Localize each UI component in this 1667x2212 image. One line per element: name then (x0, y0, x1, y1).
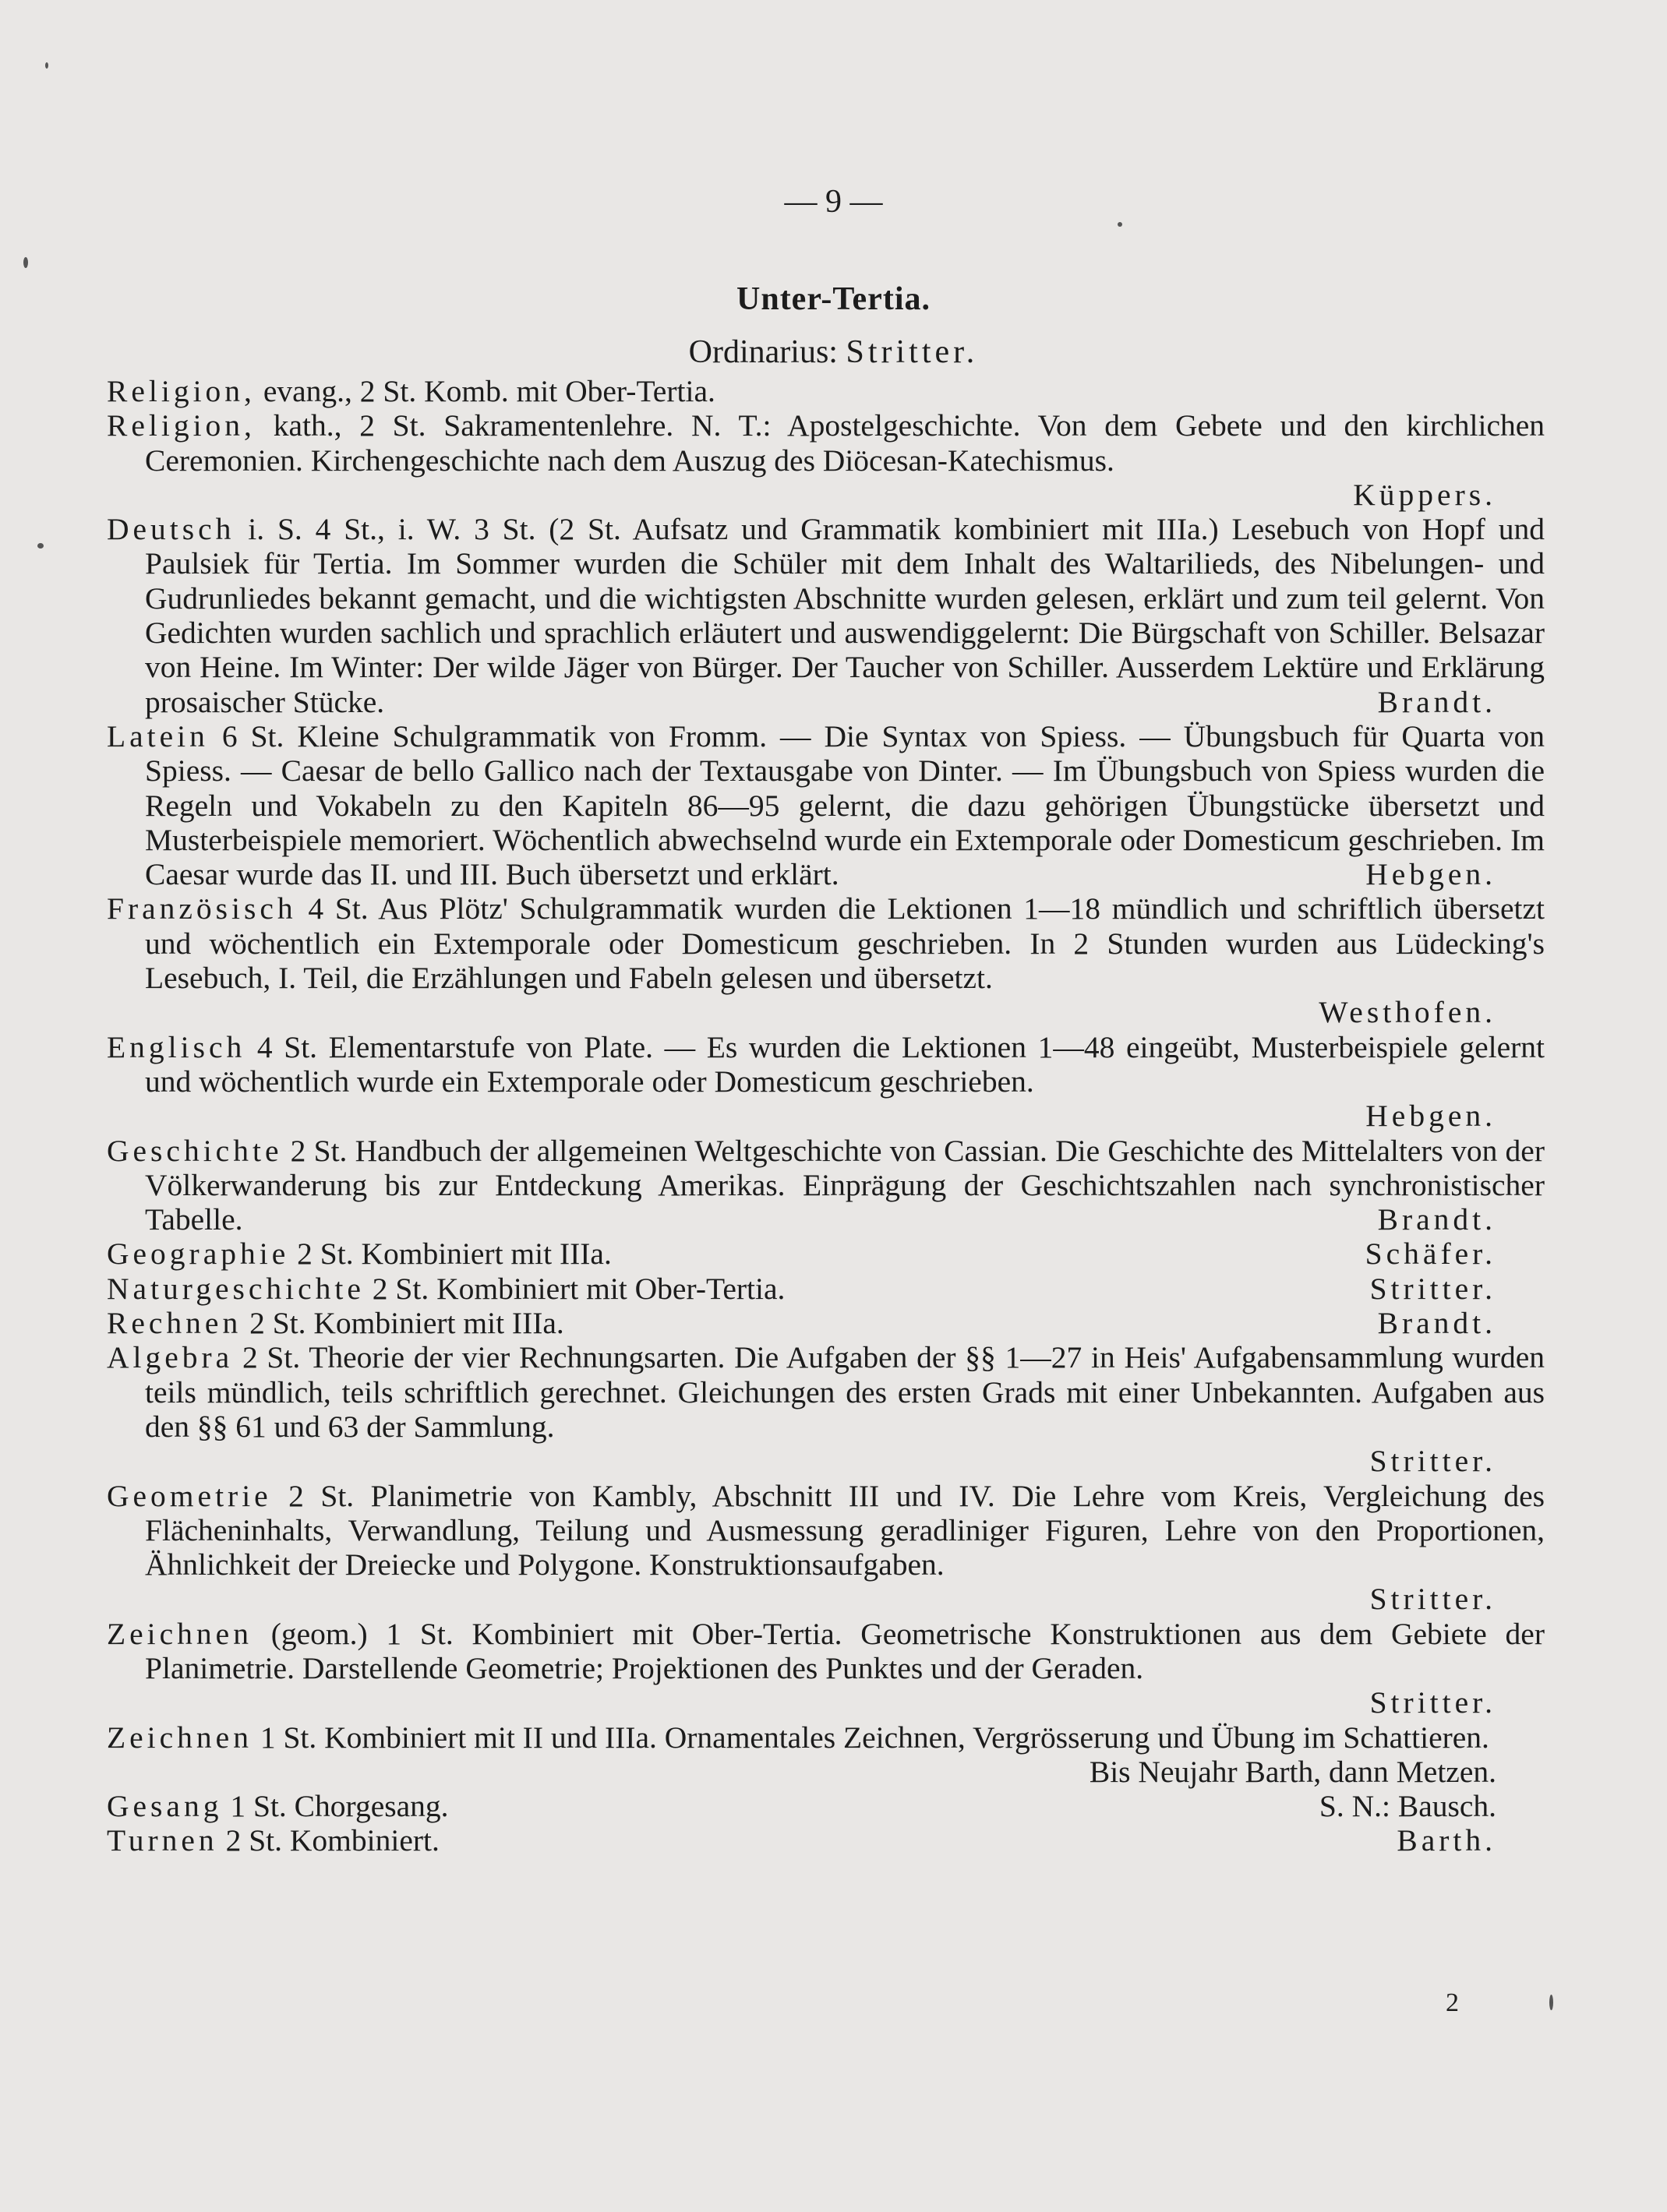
entry-religion-evang (107, 374, 1545, 408)
entry-geschichte (107, 1134, 1545, 1237)
subject-text: 2 St. Planimetrie von Kambly, Abschnitt III und IV. Die Lehre vom Kreis, Vergleichung des Flächeninhalts, Verwandlung, Teilung und Ausmessung geradliniger Figuren, Lehre von den Proportionen, Ähnlichkeit der Dreiecke und Polygone. Konstruktionsaufgaben. (145, 1478, 1545, 1582)
subject-name: Algebra (107, 1340, 234, 1375)
subject-name: Zeichnen (107, 1720, 253, 1755)
subject-text: 1 St. Kombiniert mit II und IIIa. Ornamentales Zeichnen, Vergrösserung und Übung im Schattieren. (260, 1720, 1489, 1755)
subject-text: 2 St. Kombiniert mit Ober-Tertia. (372, 1271, 786, 1306)
paper-speck (1549, 1995, 1553, 2010)
paper-speck (45, 62, 48, 69)
teacher-name: Hebgen. (1365, 857, 1496, 892)
subject-name: Geschichte (107, 1133, 283, 1168)
subject-name: Geographie (107, 1237, 290, 1272)
teacher-name: Stritter. (1369, 1685, 1496, 1720)
ordinarius-line (0, 333, 1667, 371)
teacher-name: Stritter. (1369, 1582, 1496, 1617)
signature-mark: 2 (1446, 1988, 1459, 2017)
subject-text: evang., 2 St. Komb. mit Ober-Tertia. (263, 374, 715, 408)
entry-deutsch (107, 512, 1545, 719)
subject-text: (geom.) 1 St. Kombiniert mit Ober-Tertia. Geometrische Konstruktionen aus dem Gebiete der Planimetrie. Darstellende Geometrie; Projektionen des Punktes und der Geraden. (145, 1616, 1545, 1685)
subject-text: 2 St. Kombiniert mit IIIa. (249, 1306, 564, 1341)
teacher-name: Hebgen. (1365, 1099, 1496, 1134)
subject-name: Englisch (107, 1029, 246, 1064)
subject-text: 2 St. Handbuch der allgemeinen Weltgeschichte von Cassian. Die Geschichte des Mittelalters von der Völkerwanderung bis zur Entdeckung Amerikas. Einprägung der Geschichtszahlen nach synchronistischer Tabelle. (145, 1133, 1545, 1237)
teacher-name: Brandt. (1377, 1306, 1496, 1341)
teacher-name: Küppers. (1353, 477, 1496, 512)
entry-gesang (107, 1789, 1545, 1823)
subject-name: Gesang (107, 1789, 223, 1824)
entry-geometrie (107, 1479, 1545, 1582)
entry-zeichnen (107, 1720, 1545, 1790)
ordinarius-name: Stritter. (846, 334, 979, 370)
ordinarius-label: Ordinarius: (688, 334, 838, 370)
teacher-name: Barth. (1397, 1823, 1496, 1858)
paper-speck (37, 543, 44, 549)
entry-religion-kath (107, 408, 1545, 478)
subject-text: kath., 2 St. Sakramentenlehre. N. T.: Apostelgeschichte. Von dem Gebete und den kirchlichen Ceremonien. Kirchengeschichte nach dem Auszug des Diöcesan-Katechismus. (145, 408, 1545, 478)
subject-name: Rechnen (107, 1306, 242, 1341)
subject-text: 2 St. Kombiniert mit IIIa. (297, 1237, 612, 1272)
teacher-name: S. N.: Bausch. (1319, 1789, 1496, 1824)
entry-latein (107, 719, 1545, 891)
subject-text: 4 St. Aus Plötz' Schulgrammatik wurden die Lektionen 1—18 mündlich und schriftlich übersetzt und wöchentlich ein Extemporale oder Domesticum geschrieben. In 2 Stunden wurden aus Lüdecking's Lesebuch, I. Teil, die Erzählungen und Fabeln gelesen und übersetzt. (145, 891, 1545, 996)
entry-naturgeschichte (107, 1272, 1545, 1306)
subject-name: Geometrie (107, 1478, 272, 1513)
subject-name: Französisch (107, 891, 297, 926)
subject-text: 2 St. Kombiniert. (225, 1823, 440, 1858)
subject-name: Latein (107, 718, 209, 753)
teacher-name: Stritter. (1369, 1271, 1496, 1306)
teacher-name: Stritter. (1369, 1444, 1496, 1479)
entry-geographie (107, 1237, 1545, 1271)
paper-speck (23, 257, 28, 268)
entry-rechnen (107, 1306, 1545, 1340)
subject-text: 6 St. Kleine Schulgrammatik von Fromm. — Die Syntax von Spiess. — Übungsbuch für Quarta von Spiess. — Caesar de bello Gallico nach der Textausgabe von Dinter. — Im Übungsbuch von Spiess wurden die Regeln und Vokabeln zu den Kapiteln 86—95 gelernt, die dazu gehörigen Übungstücke übersetzt und Musterbeispiele memoriert. Wöchentlich abwechselnd wurde ein Extemporale oder Domesticum geschrieben. Im Caesar wurde das II. und III. Buch übersetzt und erklärt. (145, 718, 1545, 892)
subject-text: i. S. 4 St., i. W. 3 St. (2 St. Aufsatz und Grammatik kombiniert mit IIIa.) Lesebuch von Hopf und Paulsiek für Tertia. Im Sommer wurden die Schüler mit dem Inhalt des Waltarilieds, des Nibelungen- und Gudrunliedes bekannt gemacht, und die wichtigsten Abschnitte wurden gelesen, erklärt und zum teil gelernt. Von Gedichten wurden sachlich und sprachlich erläutert und auswendiggelernt: Die Bürgschaft von Schiller. Belsazar von Heine. Im Winter: Der wilde Jäger von Bürger. Der Taucher von Schiller. Ausserdem Lektüre und Erklärung prosaischer Stücke. (145, 512, 1545, 719)
entry-turnen (107, 1823, 1545, 1857)
curriculum-list (107, 374, 1545, 1858)
subject-name: Religion, (107, 374, 256, 408)
entry-franzoesisch (107, 891, 1545, 995)
teacher-name: Brandt. (1377, 1202, 1496, 1237)
subject-name: Naturgeschichte (107, 1271, 365, 1306)
section-title: Unter-Tertia. (736, 281, 931, 317)
teacher-name: Westhofen. (1319, 995, 1496, 1030)
subject-name: Zeichnen (107, 1616, 253, 1651)
subject-name: Turnen (107, 1823, 218, 1858)
subject-name: Deutsch (107, 512, 235, 547)
subject-text: 1 St. Chorgesang. (230, 1789, 449, 1824)
paper-speck (1118, 222, 1122, 227)
entry-algebra (107, 1340, 1545, 1444)
subject-name: Religion, (107, 408, 256, 443)
page-number: — 9 — (784, 184, 883, 220)
subject-text: 2 St. Theorie der vier Rechnungsarten. Die Aufgaben der §§ 1—27 in Heis' Aufgabensammlung wurden teils mündlich, teils schriftlich gerechnet. Gleichungen des ersten Grads mit einer Unbekannten. Aufgaben aus den §§ 61 und 63 der Sammlung. (145, 1340, 1545, 1444)
entry-zeichnen-geom (107, 1617, 1545, 1686)
teacher-name: Bis Neujahr Barth, dann Metzen. (1089, 1754, 1496, 1789)
entry-englisch (107, 1030, 1545, 1099)
teacher-name: Brandt. (1377, 684, 1496, 719)
subject-text: 4 St. Elementarstufe von Plate. — Es wurden die Lektionen 1—48 eingeübt, Musterbeispiele gelernt und wöchentlich wurde ein Extemporale oder Domesticum geschrieben. (145, 1029, 1545, 1099)
teacher-name: Schäfer. (1365, 1237, 1496, 1272)
